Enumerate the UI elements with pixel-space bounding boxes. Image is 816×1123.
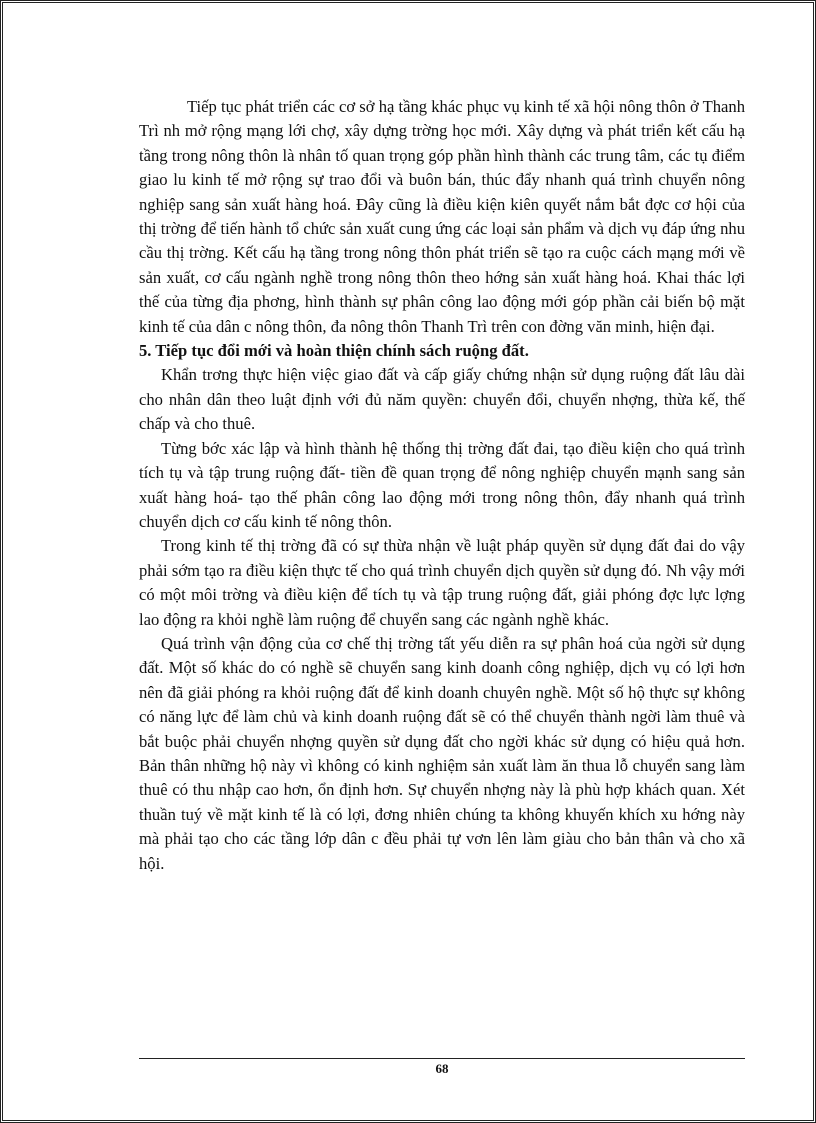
page-number: 68 [435,1061,449,1076]
section-heading: 5. Tiếp tục đổi mới và hoàn thiện chính sách ruộng đất. [139,341,529,361]
body-paragraph: Khẩn trơng thực hiện việc giao đất và cấp giấy chứng nhận sử dụng ruộng đất lâu dài cho nhân dân theo luật định với đủ năm quyền: chuyển đổi, chuyển nhợng, thừa kế, thế chấp và cho thuê. [139,365,745,434]
body-paragraph: Quá trình vận động của cơ chế thị trờng tất yếu diễn ra sự phân hoá của ngời sử dụng đất. Một số khác do có nghề sẽ chuyển sang kinh doanh công nghiệp, dịch vụ có lợi hơn nên đã giải phóng ra khỏi ruộng đất để kinh doanh chuyên nghề. Một số hộ thực sự không có năng lực để làm chủ và kinh doanh ruộng đất sẽ có thể chuyển thành ngời làm thuê và bắt buộc phải chuyển nhợng quyền sử dụng đất cho ngời khác sử dụng có hiệu quả hơn. Bản thân những hộ này vì không có kinh nghiệm sản xuất làm ăn thua lỗ chuyển sang làm thuê có thu nhập cao hơn, ổn định hơn. Sự chuyển nhợng này là phù hợp khách quan. Xét thuần tuý về mặt kinh tế là có lợi, đơng nhiên chúng ta không khuyến khích xu hớng này mà phải tạo cho các tầng lớp dân c đều phải tự vơn lên làm giàu cho bản thân và cho xã hội. [139,633,745,873]
body-paragraph: Từng bớc xác lập và hình thành hệ thống thị trờng đất đai, tạo điều kiện cho quá trình tích tụ và tập trung ruộng đất- tiền đề quan trọng để nông nghiệp chuyển mạnh sang sản xuất hàng hoá- tạo thế phân công lao động mới trong nông thôn, đẩy nhanh quá trình chuyển dịch cơ cấu kinh tế nông thôn. [139,438,745,531]
footer-divider [139,1058,745,1059]
body-paragraph: Tiếp tục phát triển các cơ sở hạ tầng khác phục vụ kinh tế xã hội nông thôn ở Thanh Trì nh mở rộng mạng lới chợ, xây dựng trờng học mới. Xây dựng và phát triển kết cấu hạ tầng trong nông thôn là nhân tố quan trọng góp phần hình thành các trung tâm, các tụ điểm giao lu kinh tế mở rộng sự trao đổi và buôn bán, thúc đẩy nhanh quá trình chuyển nông nghiệp sang sản xuất hàng hoá. Đây cũng là điều kiện kiên quyết nắm bắt đợc cơ hội của thị trờng để tiến hành tổ chức sản xuất cung ứng các loại sản phẩm và dịch vụ đáp ứng nhu cầu thị trờng. Kết cấu hạ tầng trong nông thôn phát triển sẽ tạo ra cuộc cách mạng mới về sản xuất, cơ cấu ngành nghề trong nông thôn theo hớng sản xuất hàng hoá. Khai thác lợi thế của từng địa phơng, hình thành sự phân công lao động mới góp phần cải biến bộ mặt kinh tế của dân c nông thôn, đa nông thôn Thanh Trì trên con đờng văn minh, hiện đại. [139,97,745,336]
document-body [139,95,745,876]
body-paragraph: Trong kinh tế thị trờng đã có sự thừa nhận về luật pháp quyền sử dụng đất đai do vậy phải sớm tạo ra điều kiện thực tế cho quá trình chuyển dịch quyền sử dụng đó. Nh vậy mới có một môi trờng và điều kiện để tích tụ và tập trung ruộng đất, giải phóng đợc lực lợng lao động ra khỏi nghề làm ruộng để chuyển sang các ngành nghề khác. [139,536,745,629]
